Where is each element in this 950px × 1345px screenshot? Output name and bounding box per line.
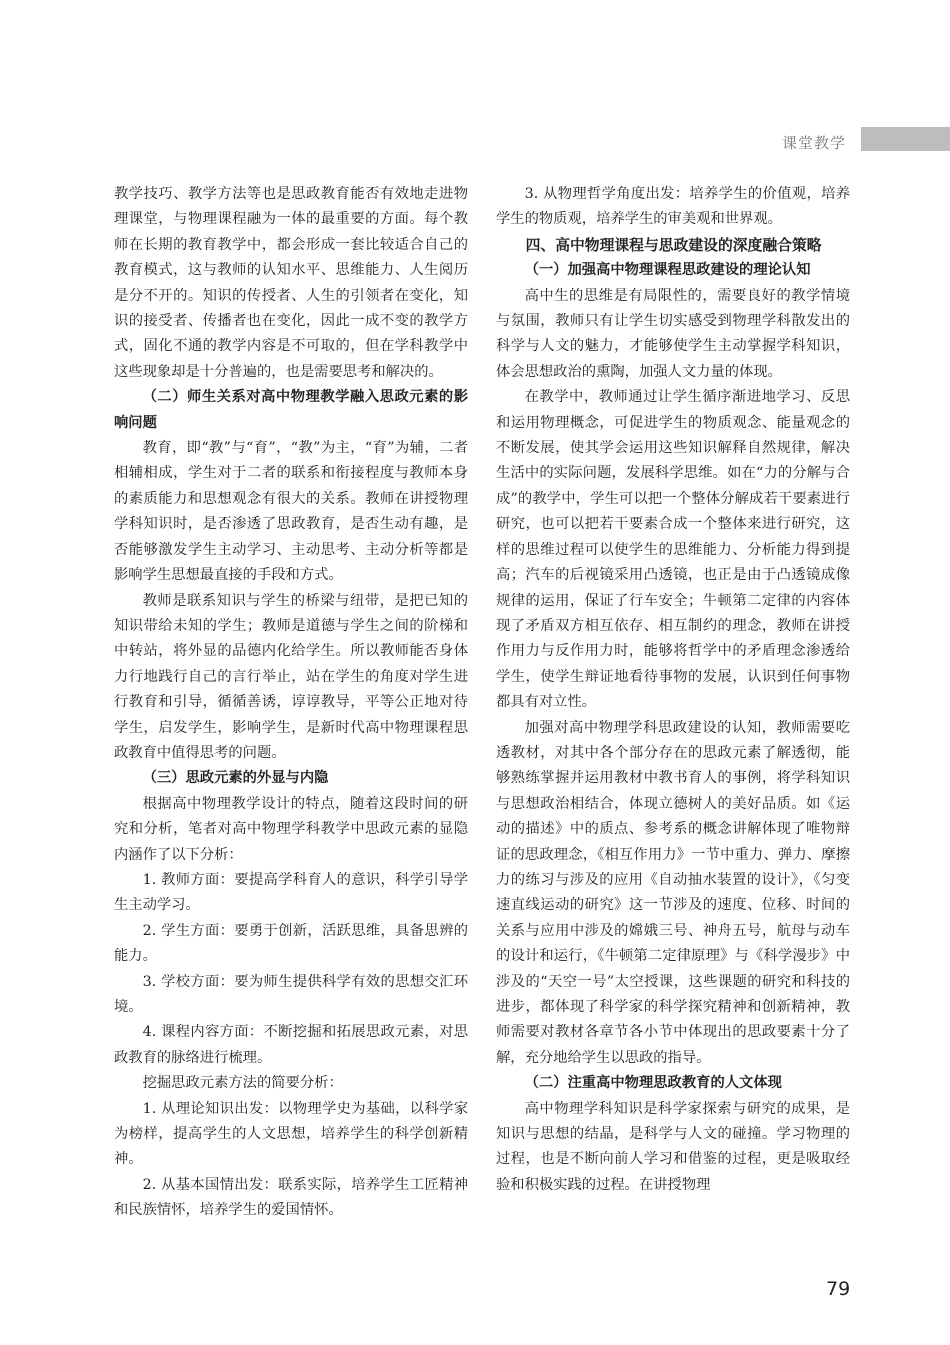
left-column [114,182,468,1224]
paragraph: 根据高中物理教学设计的特点，随着这段时间的研究和分析，笔者对高中物理学科教学中思政元素的显隐内涵作了以下分析： [114,795,468,863]
section-heading: （一）加强高中物理课程思政建设的理论认知 [524,262,811,279]
list-item: 3. 学校方面：要为师生提供科学有效的思想交汇环境。 [114,973,468,1015]
section-heading: （三）思政元素的外显与内隐 [142,770,329,787]
section-heading: （二）注重高中物理思政教育的人文体现 [524,1075,782,1092]
header-accent-bar [861,127,950,151]
list-item: 2. 学生方面：要勇于创新，活跃思维，具备思辨的能力。 [114,922,468,965]
paragraph: 加强对高中物理学科思政建设的认知，教师需要吃透教材，对其中各个部分存在的思政元素了解透彻，能够熟练掌握并运用教材中教书育人的事例，将学科知识与思想政治相结合，体现立德树人的美好品质。如《运动的描述》中的质点、参考系的概念讲解体现了唯物辩证的思政理念，《相互作用力》一节中重力、弹力、摩擦力的练习与涉及的应用《自动抽水装置的设计》，《匀变速直线运动的研究》这一节涉及的速度、位移、时间的关系与应用中涉及的嫦娥三号、神舟五号，航母与动车的设计和运行，《牛顿第二定律原理》与《科学漫步》中涉及的“天空一号”太空授课，这些课题的研究和科技的进步，都体现了科学家的科学探究精神和创新精神，教师需要对教材各章节各小节中体现出的思政要素十分了解，充分地给学生以思政的指导。 [496,719,850,1066]
right-column [496,182,850,1198]
chapter-heading: 四、高中物理课程与思政建设的深度融合策略 [525,236,822,254]
list-item: 1. 教师方面：要提高学科育人的意识，科学引导学生主动学习。 [114,871,468,914]
paragraph: 教师是联系知识与学生的桥梁与纽带，是把已知的知识带给未知的学生；教师是道德与学生之间的阶梯和中转站，将外显的品德内化给学生。所以教师能否身体力行地践行自己的言行举止，站在学生的角度对学生进行教育和引导，循循善诱，谆谆教导，平等公正地对待学生，启发学生，影响学生，是新时代高中物理课程思政教育中值得思考的问题。 [114,592,468,761]
list-item: 2. 从基本国情出发：联系实际，培养学生工匠精神和民族情怀，培养学生的爱国情怀。 [114,1176,468,1219]
page-number: 79 [826,1278,851,1300]
paragraph: 高中物理学科知识是科学家探索与研究的成果，是知识与思想的结晶，是科学与人文的碰撞。学习物理的过程，也是不断向前人学习和借鉴的过程，更是吸取经验和积极实践的过程。在讲授物理 [496,1100,850,1193]
paragraph: 在教学中，教师通过让学生循序渐进地学习、反思和运用物理概念，可促进学生的物质观念、能量观念的不断发展，使其学会运用这些知识解释自然规律，解决生活中的实际问题，发展科学思维。如在“力的分解与合成”的教学中，学生可以把一个整体分解成若干要素进行研究，也可以把若干要素合成一个整体来进行研究，这样的思维过程可以使学生的思维能力、分析能力得到提高；汽车的后视镜采用凸透镜，也正是由于凸透镜成像规律的运用，保证了行车安全；牛顿第二定律的内容体现了矛盾双方相互依存、相互制约的理念，教师在讲授作用力与反作用力时，能够将哲学中的矛盾理念渗透给学生，使学生辩证地看待事物的发展，认识到任何事物都具有对立性。 [496,389,850,711]
list-item: 1. 从理论知识出发：以物理学史为基础，以科学家为榜样，提高学生的人文思想，培养学生的科学创新精神。 [114,1100,468,1168]
paragraph: 挖掘思政元素方法的简要分析： [142,1075,343,1092]
list-item: 3. 从物理哲学角度出发：培养学生的价值观，培养学生的物质观，培养学生的审美观和世界观。 [496,186,850,228]
list-item: 4. 课程内容方面：不断挖掘和拓展思政元素，对思政教育的脉络进行梳理。 [114,1024,468,1066]
paragraph: 高中生的思维是有局限性的，需要良好的教学情境与氛围，教师只有让学生切实感受到物理学科散发出的科学与人文的魅力，才能够使学生主动掌握学科知识，体会思想政治的熏陶，加强人文力量的体现。 [496,287,850,380]
paragraph: 教学技巧、教学方法等也是思政教育能否有效地走进物理课堂，与物理课程融为一体的最重要的方面。每个教师在长期的教育教学中，都会形成一套比较适合自己的教育模式，这与教师的认知水平、思维能力、人生阅历是分不开的。知识的传授者、人生的引领者在变化，知识的接受者、传播者也在变化，因此一成不变的教学方式，固化不通的教学内容是不可取的，但在学科教学中这些现象却是十分普遍的，也是需要思考和解决的。 [114,186,468,380]
paragraph: 教育，即“教”与“育”，“教”为主，“育”为辅，二者相辅相成，学生对于二者的联系和衔接程度与教师本身的素质能力和思想观念有很大的关系。教师在讲授物理学科知识时，是否渗透了思政教育，是否生动有趣，是否能够激发学生主动学习、主动思考、主动分析等都是影响学生思想最直接的手段和方式。 [114,440,468,584]
section-label: 课堂教学 [782,134,847,152]
section-heading: （二）师生关系对高中物理教学融入思政元素的影响问题 [114,389,468,431]
